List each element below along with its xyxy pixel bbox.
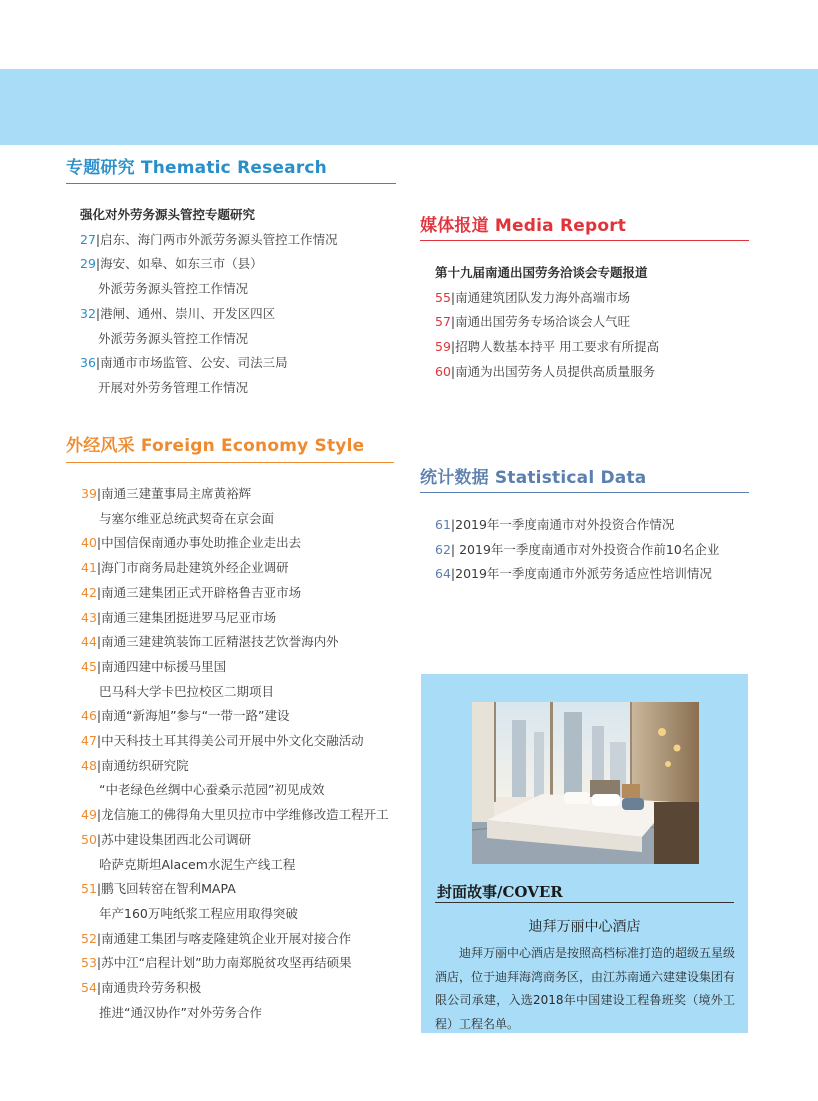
toc-entry <box>81 951 389 976</box>
toc-entry-title: 龙信施工的佛得角大里贝拉市中学维修改造工程开工 <box>101 807 389 823</box>
page-number: 32 <box>80 305 96 321</box>
toc-entry-continuation: 推进“通汉协作”对外劳务合作 <box>99 1004 262 1020</box>
toc-entry-title: 南通市市场监管、公安、司法三局 <box>100 355 288 371</box>
cover-story-panel <box>421 674 748 1033</box>
toc-entry-title: 苏中建设集团西北公司调研 <box>101 831 252 847</box>
page-number: 46 <box>81 708 97 724</box>
separator: | <box>96 831 102 847</box>
toc-entry-title: 南通建筑团队发力海外高端市场 <box>455 289 631 305</box>
page-number: 54 <box>81 980 97 996</box>
page-number: 43 <box>81 609 97 625</box>
toc-entry <box>435 562 719 587</box>
toc-list-media <box>435 261 659 385</box>
page-number: 51 <box>81 881 97 897</box>
separator: | <box>96 708 102 724</box>
page-number: 40 <box>81 535 97 551</box>
toc-list-thematic <box>80 203 338 401</box>
separator: | <box>450 363 456 379</box>
toc-entry-title: 南通建工集团与喀麦隆建筑企业开展对接合作 <box>101 930 352 946</box>
page-number: 49 <box>81 807 97 823</box>
separator: | <box>96 881 102 897</box>
section-rule-media <box>420 240 749 241</box>
toc-entry <box>81 482 389 507</box>
separator: | <box>96 980 102 996</box>
toc-entry-continuation: 年产160万吨纸浆工程应用取得突破 <box>99 905 298 921</box>
section-rule-thematic <box>66 183 396 184</box>
toc-entry-title: 鹏飞回转窑在智利MAPA <box>101 881 236 897</box>
separator: | <box>95 231 101 247</box>
cover-photo <box>472 702 699 864</box>
toc-entry <box>81 754 389 779</box>
page-number: 55 <box>435 289 451 305</box>
separator: | <box>96 535 102 551</box>
toc-entry-title: 苏中江“启程计划”助力南郑脱贫攻坚再结硕果 <box>101 955 352 971</box>
page-number: 39 <box>81 486 97 501</box>
toc-entry-title: 南通贵玲劳务积极 <box>101 980 202 996</box>
toc-entry <box>80 252 338 277</box>
page-number: 36 <box>80 355 96 371</box>
toc-entry-title: 海门市商务局赴建筑外经企业调研 <box>101 560 289 576</box>
separator: | <box>450 314 456 330</box>
toc-entry-continuation: 哈萨克斯坦Alacem水泥生产线工程 <box>99 856 296 872</box>
toc-entry <box>81 877 389 902</box>
toc-entry-title: 南通三建建筑装饰工匠精湛技艺饮誉海内外 <box>101 634 339 650</box>
section-rule-foreign <box>66 462 394 463</box>
page-number: 50 <box>81 831 97 847</box>
toc-entry <box>435 310 659 335</box>
cover-story-rule <box>435 902 734 903</box>
separator: | <box>96 560 102 576</box>
separator: | <box>450 566 456 582</box>
toc-entry-continuation: 外派劳务源头管控工作情况 <box>98 330 249 346</box>
toc-entry <box>80 351 338 376</box>
toc-entry-continuation: “中老绿色丝绸中心蚕桑示范园”初见成效 <box>99 782 325 798</box>
toc-entry <box>435 286 659 311</box>
toc-entry <box>81 976 389 1001</box>
separator: | <box>450 339 456 355</box>
toc-entry-title: 南通出国劳务专场洽谈会人气旺 <box>455 314 631 330</box>
hotel-room-image <box>472 702 699 864</box>
toc-entry-title: 港闸、通州、崇川、开发区四区 <box>100 305 276 321</box>
toc-entry <box>80 302 338 327</box>
page-number: 42 <box>81 584 97 600</box>
toc-entry <box>81 630 389 655</box>
separator: | <box>96 634 102 650</box>
toc-entry-title: 南通三建集团正式开辟格鲁吉亚市场 <box>101 584 302 600</box>
separator: | <box>95 305 101 321</box>
page-number: 29 <box>80 256 96 272</box>
section-subheading: 强化对外劳务源头管控专题研究 <box>80 207 256 222</box>
toc-list-stats <box>435 513 719 587</box>
toc-entry <box>435 360 659 385</box>
section-subheading: 第十九届南通出国劳务洽谈会专题报道 <box>435 265 648 280</box>
toc-entry <box>435 513 719 538</box>
section-title-thematic: 专题研究 Thematic Research <box>66 158 327 178</box>
page-number: 41 <box>81 560 97 576</box>
toc-entry-title: 南通纺织研究院 <box>101 757 189 773</box>
toc-entry-title: 招聘人数基本持平 用工要求有所提高 <box>455 339 660 355</box>
toc-entry-title: 南通“新海旭”参与“一带一路”建设 <box>101 708 290 724</box>
toc-entry-title: 海安、如皋、如东三市（县） <box>100 256 263 272</box>
toc-entry-title: 2019年一季度南通市对外投资合作前10名企业 <box>455 541 720 557</box>
page-number: 64 <box>435 566 451 582</box>
toc-entry <box>81 828 389 853</box>
page-number: 62 <box>435 541 451 557</box>
toc-entry-title: 南通三建董事局主席黄裕辉 <box>101 486 252 501</box>
section-rule-stats <box>420 492 749 493</box>
separator: | <box>450 541 456 557</box>
toc-entry <box>435 538 719 563</box>
toc-entry-title: 南通四建中标援马里国 <box>101 658 227 674</box>
separator: | <box>96 757 102 773</box>
toc-entry <box>81 729 389 754</box>
toc-entry-title: 中国信保南通办事处助推企业走出去 <box>101 535 302 551</box>
toc-entry <box>81 606 389 631</box>
separator: | <box>95 256 101 272</box>
page-number: 52 <box>81 930 97 946</box>
toc-entry-title: 2019年一季度南通市对外投资合作情况 <box>455 517 675 532</box>
cover-story-title: 封面故事/COVER <box>437 883 563 901</box>
separator: | <box>95 355 101 371</box>
toc-entry-title: 2019年一季度南通市外派劳务适应性培训情况 <box>455 566 712 582</box>
toc-entry-continuation: 开展对外劳务管理工作情况 <box>98 379 249 395</box>
header-band <box>0 69 818 145</box>
separator: | <box>96 955 102 971</box>
page-number: 61 <box>435 517 451 532</box>
toc-entry-continuation: 巴马科大学卡巴拉校区二期项目 <box>99 683 275 699</box>
toc-entry-title: 南通为出国劳务人员提供高质量服务 <box>455 363 656 379</box>
separator: | <box>96 584 102 600</box>
page-number: 53 <box>81 955 97 971</box>
toc-list-foreign <box>81 482 389 1025</box>
page-number: 60 <box>435 363 451 379</box>
page-number: 57 <box>435 314 451 330</box>
toc-entry-title: 南通三建集团挺进罗马尼亚市场 <box>101 609 277 625</box>
toc-entry <box>81 655 389 680</box>
page-number: 59 <box>435 339 451 355</box>
page-number: 45 <box>81 658 97 674</box>
toc-entry-title: 启东、海门两市外派劳务源头管控工作情况 <box>100 231 338 247</box>
page-number: 48 <box>81 757 97 773</box>
toc-entry <box>81 704 389 729</box>
section-title-stats: 统计数据 Statistical Data <box>420 468 647 488</box>
cover-story-subtitle: 迪拜万丽中心酒店 <box>528 919 641 935</box>
page-number: 47 <box>81 733 97 749</box>
separator: | <box>96 733 102 749</box>
toc-entry-continuation: 外派劳务源头管控工作情况 <box>98 281 249 297</box>
separator: | <box>96 609 102 625</box>
toc-entry-continuation: 与塞尔维亚总统武契奇在京会面 <box>99 510 275 526</box>
section-title-foreign: 外经风采 Foreign Economy Style <box>66 436 365 456</box>
separator: | <box>96 807 102 823</box>
separator: | <box>96 930 102 946</box>
section-title-media: 媒体报道 Media Report <box>420 216 627 236</box>
cover-story-body: 迪拜万丽中心酒店是按照高档标准打造的超级五星级酒店，位于迪拜海湾商务区，由江苏南通六建建设集团有限公司承建，入选2018年中国建设工程鲁班奖（境外工程）工程名单。 <box>435 946 736 1031</box>
separator: | <box>450 289 456 305</box>
separator: | <box>96 486 102 501</box>
toc-entry <box>80 228 338 253</box>
separator: | <box>96 658 102 674</box>
toc-entry <box>435 335 659 360</box>
toc-entry <box>81 556 389 581</box>
toc-entry-title: 中天科技土耳其得美公司开展中外文化交融活动 <box>101 733 364 749</box>
toc-entry <box>81 531 389 556</box>
separator: | <box>450 517 456 532</box>
page-number: 27 <box>80 231 96 247</box>
toc-entry <box>81 803 389 828</box>
toc-entry <box>81 927 389 952</box>
toc-entry <box>81 581 389 606</box>
page-number: 44 <box>81 634 97 650</box>
